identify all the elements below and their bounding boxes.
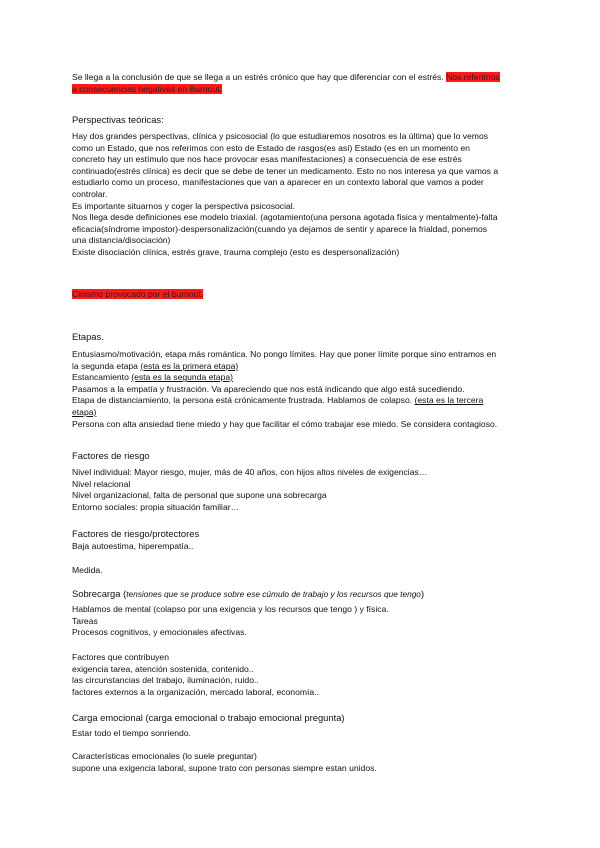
caracteristicas-section	[72, 751, 528, 774]
text-line: las circunstancias del trabajo, iluminación, ruido..	[72, 675, 259, 686]
text-line: factores externos a la organización, mercado laboral, economía..	[72, 686, 319, 697]
text-line: Tareas	[72, 615, 98, 626]
text-line: eficacia(síndrome impostor)-despersonalización(cuando ya dejamos de sentir y aparece la frialdad, ponemos	[72, 223, 488, 234]
intro-highlight: Nos referimos	[446, 72, 500, 82]
cinismo-note	[72, 289, 528, 301]
perspectivas-heading: Perspectivas teóricas:	[72, 114, 164, 125]
text-line: como un Estado, que nos referimos con esto de Estado de rasgos(es así) Estado (es en un momento en	[72, 142, 470, 153]
perspectivas-body	[72, 131, 528, 259]
cinismo-highlight: Cinismo provocado por el burnout.	[72, 289, 204, 299]
intro-paragraph	[72, 72, 528, 95]
factores-body	[72, 467, 528, 513]
etapas-body	[72, 349, 528, 430]
text-line: estudiarlo como un proceso, manifestaciones que van a aparecer en un contexto laboral que vamos a poder	[72, 177, 484, 188]
text-line: exigencia tarea, atención sostenida, contenido..	[72, 663, 254, 674]
text-line: Persona con alta ansiedad tiene miedo y hay que facilitar el cómo trabajar ese miedo. Se considera contagioso.	[72, 418, 498, 429]
text-line: Nos llega desde definiciones ese modelo triaxial. (agotamiento(una persona agotada física y mentalmente)-falta	[72, 212, 498, 223]
text-line: Hay dos grandes perspectivas, clínica y psicosocial (lo que estudiaremos nosotros es la última) que lo vemos	[72, 131, 489, 141]
etapas-heading: Etapas.	[72, 331, 104, 342]
text-line: Etapa de distanciamiento, la persona está crónicamente frustrada. Hablamos de colapso.	[72, 395, 415, 406]
sobrecarga-body	[72, 604, 528, 639]
text-line: Existe disociación clínica, estrés grave, trauma complejo (esto es despersonalización)	[72, 246, 400, 257]
text-line: Pasamos a la empatía y frustración. Va apareciendo que nos está indicando que algo está sucediendo.	[72, 383, 465, 394]
text-line: controlar.	[72, 188, 108, 199]
protectores-line: Baja autoestima, hiperempatía..	[72, 541, 194, 551]
caracteristicas-heading: Características emocionales (lo suele preguntar)	[72, 751, 257, 761]
text-line: Hablamos de mental (colapso por una exigencia y los recursos que tengo ) y física.	[72, 604, 389, 614]
contribuyen-section	[72, 652, 528, 698]
text-line: concreto hay un estímulo que nos hace provocar esas manifestaciones) a consecuencia de ese estrés	[72, 154, 462, 165]
carga-line: Estar todo el tiempo sonriendo.	[72, 728, 191, 738]
text-line: una distancia/disociación)	[72, 235, 171, 246]
intro-highlight-cont: a consecuencias negativas en Burnout.	[72, 83, 223, 94]
text-line: Nivel relacional	[72, 478, 131, 489]
sobrecarga-definition: tensiones que se produce sobre ese cúmulo de trabajo y los recursos que tengo	[126, 589, 421, 599]
text-line: Procesos cognitivos, y emocionales afectivas.	[72, 627, 247, 638]
stage-note: (esta es la tercera	[414, 395, 484, 406]
text-line: Entusiasmo/motivación, etapa más romántica. No pongo límites. Hay que poner límite porque sino entramos en	[72, 349, 497, 359]
medida-label: Medida.	[72, 565, 103, 575]
sobrecarga-close: )	[420, 588, 425, 599]
text-line: Estancamiento	[72, 372, 132, 383]
stage-note: etapa)	[72, 406, 97, 417]
sobrecarga-title: Sobrecarga (	[72, 588, 127, 599]
factores-heading: Factores de riesgo	[72, 450, 150, 461]
intro-text: Se llega a la conclusión de que se llega a un estrés crónico que hay que diferenciar con el estrés.	[72, 72, 447, 82]
text-line: Entorno sociales: propia situación familiar…	[72, 501, 240, 512]
sobrecarga-heading	[72, 588, 528, 600]
carga-heading: Carga emocional (carga emocional o trabajo emocional pregunta)	[72, 712, 345, 723]
text-line: Nivel individual: Mayor riesgo, mujer, más de 40 años, con hijos altos niveles de exigencias…	[72, 467, 428, 477]
protectores-heading: Factores de riesgo/protectores	[72, 528, 200, 539]
text-line: continuado(estrés clínica) es decir que se debe de tener un medicamento. Esto no nos interesa ya que vamos a	[72, 165, 499, 176]
text-line: supone una exigencia laboral, supone trato con personas siempre estan unidos.	[72, 762, 377, 773]
stage-note: (esta es la segunda etapa)	[131, 372, 233, 383]
text-line: la segunda etapa	[72, 360, 141, 371]
stage-note: (esta es la primera etapa)	[140, 360, 239, 371]
contribuyen-heading: Factores que contribuyen	[72, 652, 169, 662]
text-line: Nivel organizacional, falta de personal que supone una sobrecarga	[72, 490, 327, 501]
text-line: Es importante situarnos y coger la perspectiva psicosocial.	[72, 200, 296, 211]
